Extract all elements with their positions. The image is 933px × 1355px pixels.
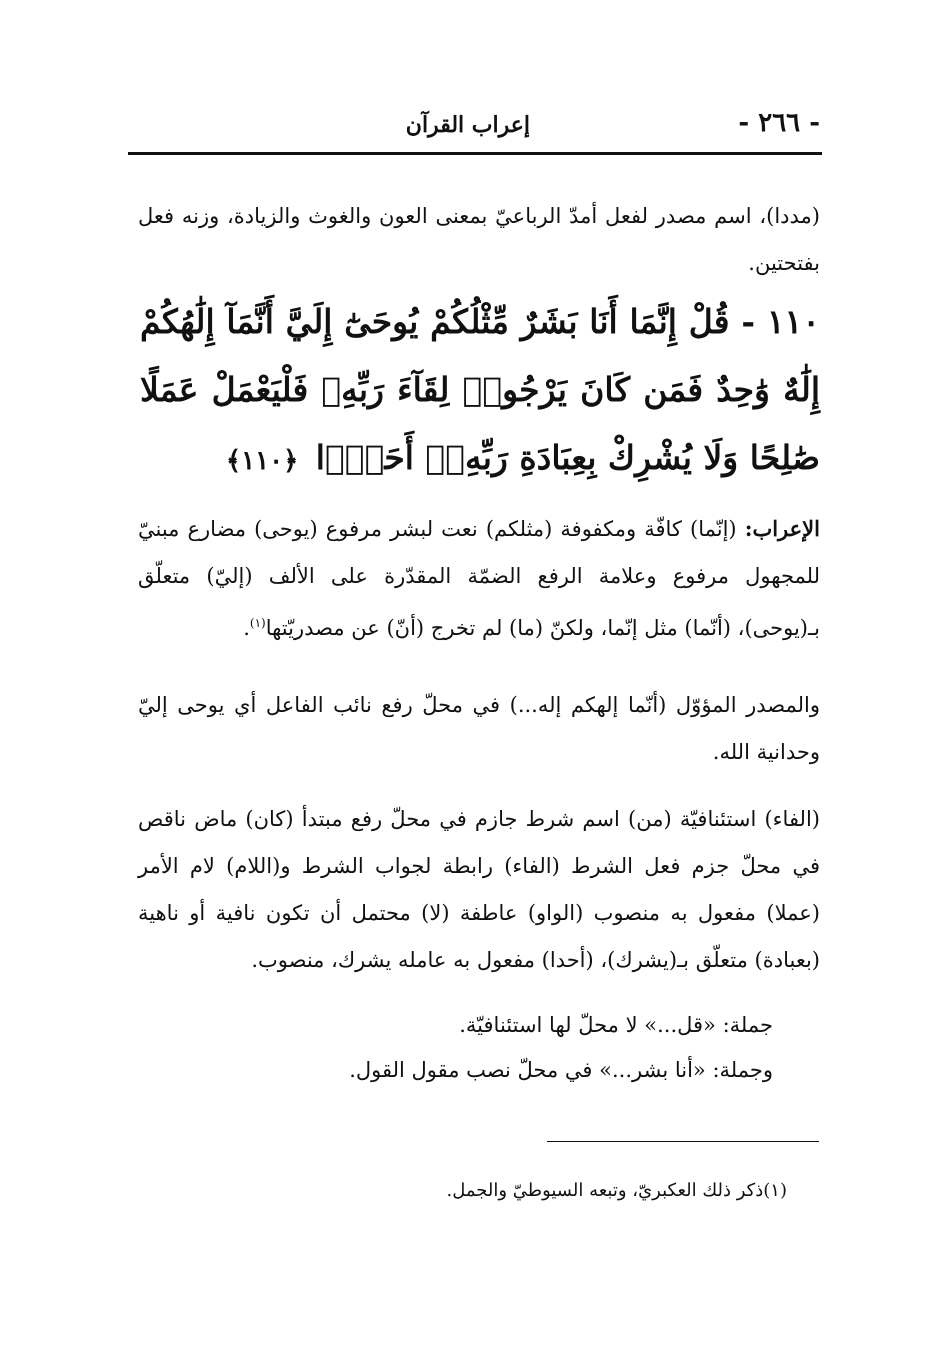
header-rule <box>128 152 822 155</box>
sentence-analysis-2: وجملة: «أنا بشر...» في محلّ نصب مقول القول. <box>349 1058 773 1082</box>
intro-paragraph: (مددا)، اسم مصدر لفعل أمدّ الرباعيّ بمعنى العون والغوث والزيادة، وزنه فعل بفتحتين. <box>138 204 820 275</box>
fa-paragraph: (الفاء) استئنافيّة (من) اسم شرط جازم في محلّ رفع مبتدأ (كان) ماض ناقص في محلّ جزم فعل الشرط (الفاء) رابطة لجواب الشرط و(اللام) لام الأمر (عملا) مفعول به منصوب (الواو) عاطفة (لا) محتمل أن تكون نافية أو ناهية (بعبادة) متعلّق بـ(يشرك)، (أحدا) مفعول به عامله يشرك، منصوب. <box>138 807 820 972</box>
masdar-paragraph: والمصدر المؤوّل (أنّما إلهكم إله...) في محلّ رفع نائب الفاعل أي يوحى إليّ وحدانية الله. <box>138 693 820 764</box>
irab-paragraph <box>138 505 820 652</box>
footnote: (١)ذكر ذلك العكبريّ، وتبعه السيوطيّ والجمل. <box>446 1180 787 1201</box>
running-title: إعراب القرآن <box>405 112 530 138</box>
footnote-rule <box>547 1141 819 1142</box>
irab-body: (إنّما) كافّة ومكفوفة (مثلكم) نعت لبشر مرفوع (يوحى) مضارع مبنيّ للمجهول مرفوع وعلامة الرفع الضمّة المقدّرة على الألف (إليّ) متعلّق بـ(يوحى)، (أنّما) مثل إنّما، ولكنّ (ما) لم تخرج (أنّ) عن مصدريّتها <box>138 517 820 640</box>
footnote-reference: (١) <box>249 616 266 630</box>
quran-verse <box>140 288 820 495</box>
page-header <box>130 108 820 148</box>
sentence-analysis-1: جملة: «قل...» لا محلّ لها استئنافيّة. <box>459 1013 773 1037</box>
verse-text: ١١٠ - قُلْ إِنَّمَا أَنَا بَشَرٌ مِّثْلُكُمْ يُوحَىٰٓ إِلَيَّ أَنَّمَآ إِلَٰهُكُمْ إِلَٰهٌ وَٰحِدٌ فَمَن كَانَ يَرْجُوا۟ لِقَآءَ رَبِّهِۦ فَلْيَعْمَلْ عَمَلًا صَٰلِحًا وَلَا يُشْرِكْ بِعِبَادَةِ رَبِّهِۦٓ أَحَدًۢا <box>140 302 820 477</box>
irab-end: . <box>243 616 250 640</box>
verse-number-marker: ﴿١١٠﴾ <box>225 446 299 476</box>
page-number: - ٢٦٦ - <box>738 108 820 138</box>
irab-heading: الإعراب: <box>744 516 820 541</box>
